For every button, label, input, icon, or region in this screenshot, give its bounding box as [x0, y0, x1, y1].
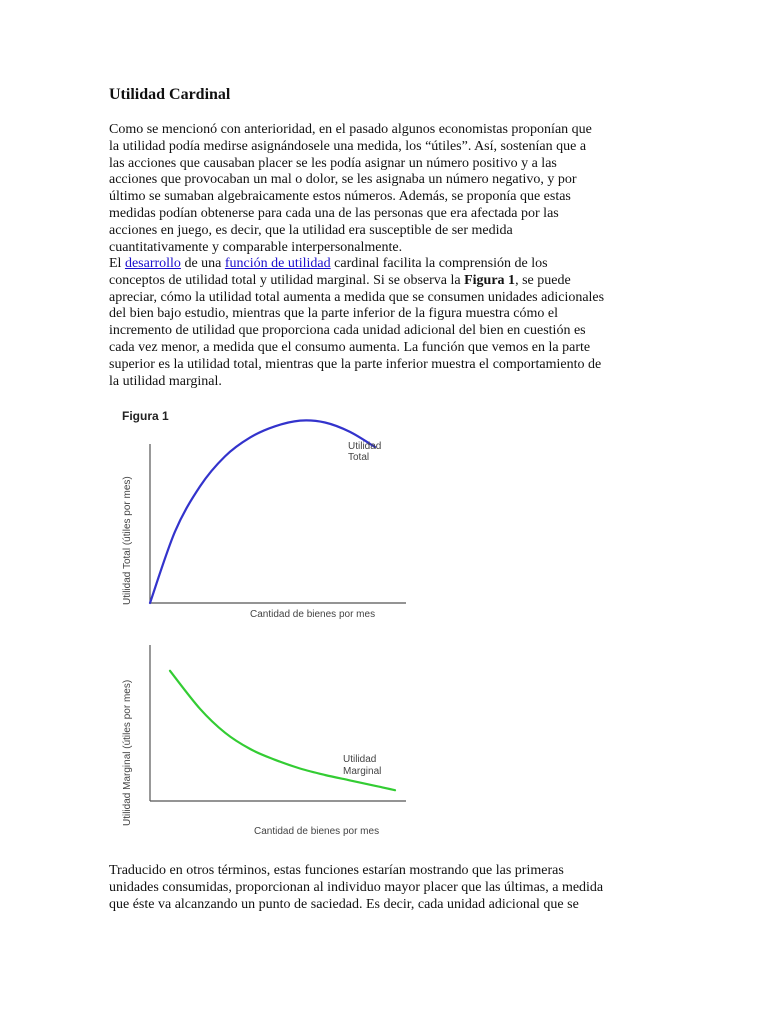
y-axis-label: Utilidad Marginal (útiles por mes) — [122, 679, 133, 826]
page-title: Utilidad Cardinal — [109, 86, 231, 103]
series-label-line: Utilidad — [343, 754, 377, 765]
paragraph-line: Como se mencionó con anterioridad, en el pasado algunos economistas proponían que — [109, 122, 592, 137]
figure-caption: Figura 1 — [122, 409, 169, 423]
bold-figure-reference: Figura 1 — [464, 272, 516, 288]
paragraph-line: la utilidad marginal. — [109, 373, 222, 389]
paragraph-line: apreciar, cómo la utilidad total aumenta a medida que se consumen unidades adicionales — [109, 289, 605, 305]
chart-utilidad-marginal — [122, 645, 406, 837]
x-axis-label: Cantidad de bienes por mes — [254, 826, 380, 837]
paragraph-line: incremento de utilidad que proporciona cada unidad adicional del bien en cuestión es — [109, 323, 586, 339]
series-label-line: Total — [348, 452, 370, 463]
text-run: de una — [180, 256, 225, 271]
text-run: El — [109, 256, 125, 271]
paragraph-line: unidades consumidas, proporcionan al individuo mayor placer que las últimas, a medida — [109, 879, 604, 895]
paragraph-line: que éste va alcanzando un punto de saciedad. Es decir, cada unidad adicional que se — [109, 896, 579, 912]
paragraph-line: último se sumaban algebraicamente estos números. Además, se proponía que estas — [109, 189, 571, 205]
y-axis-label: Utilidad Total (útiles por mes) — [122, 476, 133, 605]
paragraph-line: del bien bajo estudio, mientras que la parte inferior de la figura muestra cómo el — [109, 306, 559, 322]
series-label-line: Marginal — [343, 766, 382, 777]
paragraph-line: Traducido en otros términos, estas funciones estarían mostrando que las primeras — [109, 863, 564, 878]
paragraph-line: acciones en juego, es decir, que la utilidad era susceptible de ser medida — [109, 222, 513, 238]
paragraph-line: medidas podían obtenerse para cada una de las personas que era afectada por las — [109, 205, 559, 221]
series-line-utilidad-total — [150, 420, 375, 603]
link-desarrollo[interactable]: desarrollo — [124, 256, 181, 271]
paragraph-line: acciones que provocaban un mal o dolor, se les asignaba un número negativo, y por — [109, 172, 577, 188]
paragraph-line: superior es la utilidad total, mientras que la parte inferior muestra el comportamiento de — [109, 356, 602, 372]
text-run: cardinal facilita la comprensión de los — [330, 256, 548, 271]
series-label-line: Utilidad — [348, 441, 382, 452]
text-run: conceptos de utilidad total y utilidad marginal. Si se observa la — [109, 272, 465, 288]
paragraph-line: la utilidad podía medirse asignándosele una medida, los “útiles”. Así, sostenían que a — [109, 138, 587, 154]
link-funcion-de-utilidad[interactable]: función de utilidad — [224, 256, 331, 271]
paragraph-line: las acciones que causaban placer se les podía asignar un número positivo y a las — [109, 155, 557, 171]
paragraph-conclusion — [109, 863, 669, 913]
x-axis-label: Cantidad de bienes por mes — [250, 609, 376, 620]
paragraph-line: cada vez menor, a medida que el consumo aumenta. La función que vemos en la parte — [109, 339, 591, 355]
chart-utilidad-total — [122, 420, 406, 620]
paragraph-line: cuantitativamente y comparable interpersonalmente. — [109, 239, 403, 255]
text-run: , se puede — [515, 272, 571, 288]
